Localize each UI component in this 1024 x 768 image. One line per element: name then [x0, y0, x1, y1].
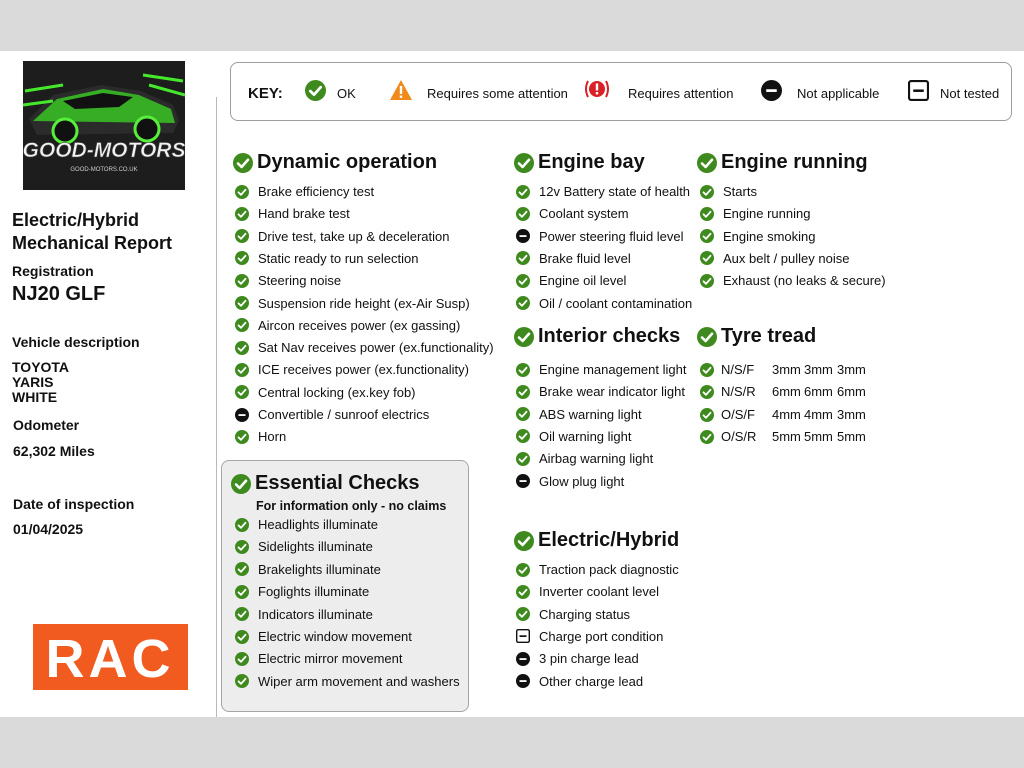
check-item [516, 674, 643, 689]
check-item-label: Brakelights illuminate [258, 561, 381, 577]
ok-icon [516, 385, 530, 399]
check-item-label: Coolant system [539, 206, 629, 222]
check-item-label: Oil warning light [539, 428, 632, 444]
ok-icon [235, 585, 249, 599]
check-item-label: Other charge lead [539, 673, 644, 689]
check-item-label: Oil / coolant contamination [539, 295, 693, 311]
inspection-date-label: Date of inspection [13, 496, 135, 512]
ok-icon [235, 674, 249, 688]
ok-icon [516, 452, 530, 466]
tyre-tread-depth: 3mm [837, 362, 866, 377]
ok-icon [235, 518, 249, 532]
ok-icon [700, 185, 714, 199]
tyre-tread-depth: 3mm [772, 362, 801, 377]
check-item-label: Starts [723, 184, 757, 199]
check-item [516, 384, 685, 399]
check-item-label: Electric mirror movement [258, 651, 403, 667]
check-item [516, 584, 659, 599]
ok-icon [235, 363, 249, 377]
alert-icon [583, 78, 611, 105]
section-engine-bay-heading [514, 151, 645, 174]
tyre-tread-depth: 3mm [804, 362, 833, 377]
check-item-label: Brake wear indicator light [539, 384, 685, 400]
check-item-label: 3 pin charge lead [539, 651, 639, 667]
ok-icon [516, 251, 530, 265]
ok-icon [700, 274, 714, 288]
check-item [516, 629, 663, 644]
check-item [516, 296, 692, 311]
check-item [235, 651, 402, 666]
check-item [235, 385, 416, 400]
ok-icon [235, 607, 249, 621]
check-item-label: Drive test, take up & deceleration [258, 228, 450, 244]
ok-icon [235, 207, 249, 221]
ok-icon [700, 207, 714, 221]
check-item-label: Steering noise [258, 273, 342, 289]
check-item [235, 362, 469, 377]
vehicle-colour: WHITE [12, 389, 58, 405]
check-item-label: 12v Battery state of health [539, 184, 691, 199]
check-item [235, 273, 341, 288]
tyre-position: N/S/R [721, 384, 756, 400]
section-dynamic-heading [233, 151, 437, 174]
section-title: Tyre tread [721, 325, 817, 347]
report-sheet [0, 51, 1024, 717]
check-item-label: ABS warning light [539, 406, 642, 422]
tyre-position: N/S/F [721, 362, 755, 377]
vehicle-description-label: Vehicle description [12, 334, 140, 350]
ok-icon [516, 429, 530, 443]
check-item [235, 607, 373, 622]
ok-icon [235, 274, 249, 288]
logo-url: GOOD-MOTORS.CO.UK [70, 167, 138, 173]
ok-icon [516, 585, 530, 599]
ok-icon [235, 430, 249, 444]
not-tested-icon [516, 629, 530, 643]
ok-icon [700, 251, 714, 265]
not-applicable-icon [516, 674, 530, 688]
ok-icon [235, 562, 249, 576]
ok-icon [235, 296, 249, 310]
good-motors-logo [23, 61, 185, 190]
section-electric-heading [514, 529, 679, 552]
tyre-tread-depth: 5mm [837, 428, 866, 444]
vehicle-model: YARIS [12, 374, 54, 390]
inspection-date: 01/04/2025 [13, 521, 84, 537]
section-interior-heading [514, 325, 680, 348]
check-item [235, 584, 369, 599]
odometer-value: 62,302 Miles [13, 443, 95, 459]
check-item [235, 184, 374, 199]
check-item-label: Engine running [723, 206, 811, 222]
check-item [516, 206, 629, 221]
ok-icon [235, 540, 249, 554]
ok-icon [516, 607, 530, 621]
check-item [516, 229, 684, 244]
ok-icon [516, 563, 530, 577]
ok-icon [235, 251, 249, 265]
check-item-label: Traction pack diagnostic [539, 562, 679, 577]
ok-icon [235, 652, 249, 666]
check-item-label: Glow plug light [539, 473, 625, 489]
rac-text: RAC [45, 629, 175, 689]
tyre-tread-depth: 4mm [772, 406, 801, 422]
not-tested-icon [908, 80, 929, 106]
divider [216, 97, 217, 717]
check-item-label: Indicators illuminate [258, 606, 373, 622]
check-item-label: Power steering fluid level [539, 228, 684, 244]
check-item [700, 251, 849, 266]
ok-icon [516, 296, 530, 310]
ok-icon [516, 274, 530, 288]
check-item [235, 539, 373, 554]
check-item-label: Brake efficiency test [258, 184, 375, 199]
ok-icon [235, 185, 249, 199]
check-item-label: Headlights illuminate [258, 517, 378, 532]
ok-icon [516, 207, 530, 221]
ok-icon [235, 229, 249, 243]
check-item-label: Sidelights illuminate [258, 539, 373, 555]
check-item [235, 674, 460, 689]
not-applicable-icon [516, 229, 530, 243]
section-essential-heading [231, 472, 420, 495]
check-item [516, 362, 686, 377]
check-item-label: Engine management light [539, 362, 687, 377]
check-item-label: Airbag warning light [539, 451, 654, 467]
check-item [700, 273, 886, 288]
report-title: Electric/Hybrid Mechanical Report [12, 210, 173, 253]
ok-icon [235, 341, 249, 355]
ok-icon [700, 385, 714, 402]
ok-icon [700, 363, 714, 380]
check-item [235, 206, 350, 221]
essential-checks-subtitle: For information only - no claims [256, 499, 447, 513]
tyre-tread-depth: 6mm [837, 384, 866, 400]
tyre-tread-depth: 3mm [837, 406, 866, 422]
check-item [700, 184, 757, 199]
key-legend [230, 62, 1012, 121]
not-applicable-icon [235, 408, 249, 422]
check-item [235, 517, 378, 532]
ok-icon [516, 407, 530, 421]
ok-icon [700, 408, 714, 425]
key-title: KEY: [248, 85, 283, 102]
tyre-position: O/S/F [721, 406, 755, 422]
check-item [235, 429, 286, 444]
tyre-tread-depth: 6mm [804, 384, 833, 400]
check-item-label: ICE receives power (ex.functionality) [258, 362, 469, 378]
check-item-label: Engine oil level [539, 273, 627, 289]
check-item [516, 651, 639, 666]
ok-icon [514, 153, 534, 173]
ok-icon [700, 229, 714, 243]
check-item [700, 229, 816, 244]
check-item [235, 629, 412, 644]
ok-icon [305, 80, 326, 106]
logo-text: GOOD-MOTORS [23, 139, 185, 162]
rac-logo [33, 624, 188, 690]
check-item [516, 451, 653, 466]
not-applicable-icon [516, 652, 530, 666]
check-item [516, 407, 642, 422]
section-title: Electric/Hybrid [538, 529, 680, 551]
check-item [235, 229, 450, 244]
section-title: Engine running [721, 151, 868, 173]
check-item-label: Central locking (ex.key fob) [258, 384, 416, 400]
ok-icon [514, 327, 534, 347]
not-applicable-icon [516, 474, 530, 488]
section-engine-running-heading [697, 151, 868, 174]
check-item-label: Engine smoking [723, 228, 816, 244]
section-tyre-tread-heading [697, 325, 816, 348]
check-item-label: Charge port condition [539, 628, 664, 644]
ok-icon [514, 531, 534, 551]
vehicle-description [12, 360, 69, 405]
ok-icon [233, 153, 253, 173]
check-item-label: Horn [258, 429, 287, 445]
ok-icon [235, 630, 249, 644]
tyre-tread-depth: 5mm [804, 428, 833, 444]
check-item [516, 184, 690, 199]
key-na-label: Not applicable [797, 86, 880, 101]
ok-icon [697, 153, 717, 173]
ok-icon [697, 327, 717, 347]
section-title: Interior checks [538, 325, 681, 347]
ok-icon [235, 385, 249, 399]
check-item [235, 407, 429, 422]
check-item-label: Aircon receives power (ex gassing) [258, 317, 461, 333]
key-ok-label: OK [337, 86, 356, 101]
check-item-label: Convertible / sunroof electrics [258, 407, 430, 422]
tyre-tread-depth: 4mm [804, 406, 833, 422]
check-item [516, 474, 624, 489]
check-item-label: Hand brake test [258, 206, 350, 222]
check-item [235, 340, 494, 355]
warning-icon [389, 79, 413, 106]
tyre-position: O/S/R [721, 428, 757, 444]
key-attention-label: Requires attention [628, 86, 734, 101]
check-item [516, 429, 632, 444]
check-item [516, 273, 626, 288]
registration-label: Registration [12, 263, 94, 279]
not-applicable-icon [761, 80, 782, 106]
tyre-tread-depth: 5mm [772, 428, 801, 444]
check-item-label: Suspension ride height (ex-Air Susp) [258, 295, 470, 311]
section-title: Essential Checks [255, 472, 420, 494]
ok-icon [231, 474, 251, 494]
check-item-label: Wiper arm movement and washers [258, 673, 460, 689]
ok-icon [516, 185, 530, 199]
check-item-label: Brake fluid level [539, 250, 631, 266]
vehicle-make: TOYOTA [12, 359, 70, 375]
check-item-label: Sat Nav receives power (ex.functionality) [258, 340, 494, 356]
check-item-label: Static ready to run selection [258, 250, 419, 266]
key-some-attention-label: Requires some attention [427, 86, 568, 101]
check-item [235, 296, 470, 311]
check-item-label: Electric window movement [258, 629, 412, 644]
check-item [516, 251, 631, 266]
ok-icon [516, 363, 530, 377]
check-item [700, 206, 810, 221]
ok-icon [235, 318, 249, 332]
check-item [516, 562, 679, 577]
tyre-tread-depth: 6mm [772, 384, 801, 400]
key-not-tested-label: Not tested [940, 86, 1000, 101]
check-item [235, 318, 460, 333]
check-item-label: Charging status [539, 606, 631, 622]
odometer-label: Odometer [13, 417, 80, 433]
check-item-label: Aux belt / pulley noise [723, 250, 850, 266]
check-item-label: Inverter coolant level [539, 584, 659, 600]
check-item-label: Exhaust (no leaks & secure) [723, 273, 886, 289]
check-item-label: Foglights illuminate [258, 584, 370, 600]
ok-icon [700, 430, 714, 447]
registration-value: NJ20 GLF [12, 283, 106, 305]
section-title: Engine bay [538, 151, 645, 173]
check-item [235, 251, 418, 266]
check-item [235, 562, 381, 577]
section-title: Dynamic operation [257, 151, 438, 173]
check-item [516, 607, 630, 622]
